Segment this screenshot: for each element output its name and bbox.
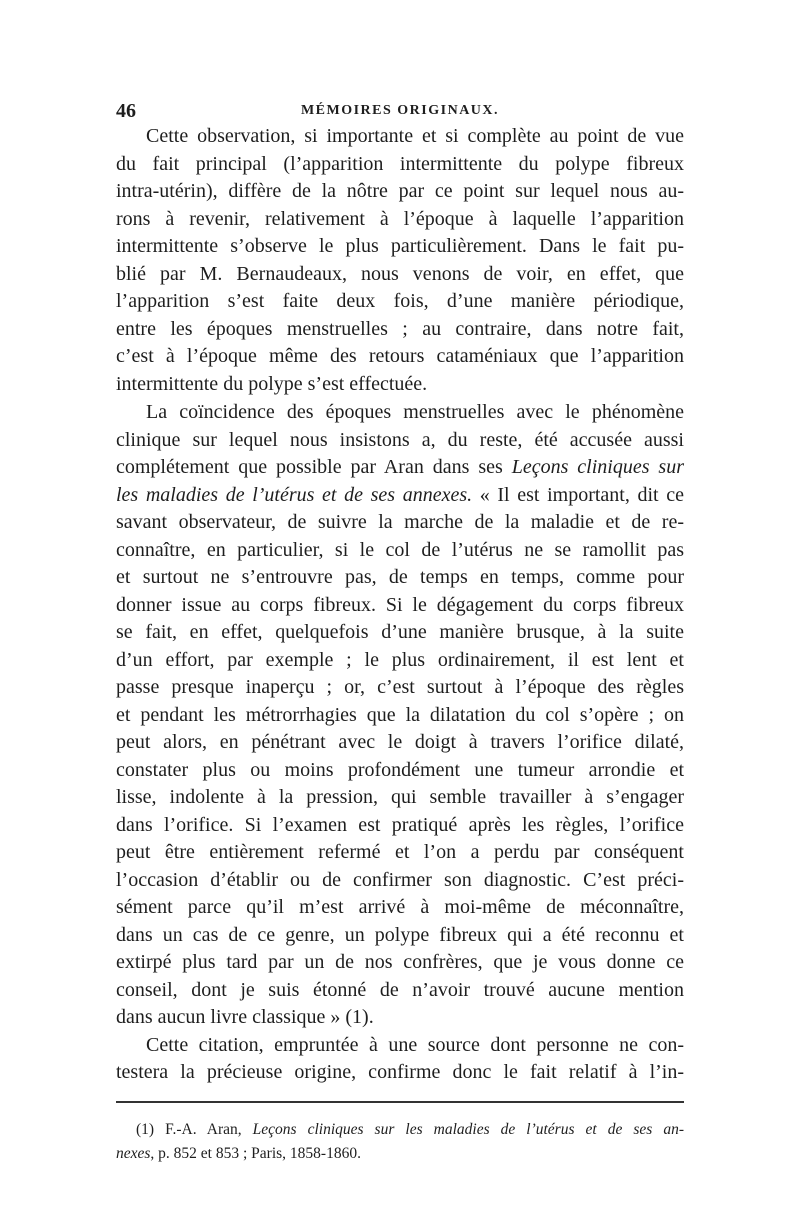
text-line: intermittente s’observe le plus particulièrement. Dans le fait pu-: [116, 235, 684, 257]
book-title-italic: les maladies de l’utérus et de ses annexes.: [116, 483, 473, 506]
text-line: conseil, dont je suis étonné de n’avoir trouvé aucune mention: [116, 978, 684, 1001]
text-line: connaître, en particulier, si le col de l’utérus ne se ramollit pas: [116, 538, 684, 561]
running-title: MÉMOIRES ORIGINAUX.: [300, 103, 500, 118]
book-title-italic: Leçons cliniques sur: [511, 456, 684, 478]
text-line: dans aucun livre classique » (1).: [116, 1006, 374, 1028]
text-line: [116, 454, 684, 482]
text-line: et surtout ne s’entrouvre pas, de temps en temps, comme pour: [116, 566, 684, 588]
footnote-title-italic: Leçons cliniques sur les maladies de l’utérus et de ses an-: [252, 1121, 685, 1138]
text-line: donner issue au corps fibreux. Si le dégagement du corps fibreux: [116, 593, 684, 616]
footnote-line: [116, 1118, 684, 1142]
text-line: intra-utérin), diffère de la nôtre par ce point sur lequel nous au-: [116, 180, 684, 202]
text-line: [116, 482, 684, 510]
text-line: intermittente du polype s’est effectuée.: [116, 372, 428, 395]
text-line: peut être entièrement refermé et l’on a perdu par conséquent: [116, 841, 684, 863]
text-line: sément parce qu’il m’est arrivé à moi-même de méconnaître,: [116, 896, 684, 918]
text-line: clinique sur lequel nous insistons a, du reste, été accusée aussi: [116, 428, 684, 451]
text-line: c’est à l’époque même des retours cataméniaux que l’apparition: [116, 345, 684, 367]
text-line: entre les époques menstruelles ; au contraire, dans notre fait,: [116, 317, 684, 340]
footnote-line: [116, 1142, 684, 1166]
text-line: passe presque inaperçu ; or, c’est surtout à l’époque des règles: [116, 676, 684, 698]
footnote-text: , p. 852 et 853 ; Paris, 1858-1860.: [150, 1145, 361, 1162]
text-line: d’un effort, par exemple ; le plus ordinairement, il est lent et: [116, 648, 684, 671]
text-line: peut alors, en pénétrant avec le doigt à travers l’orifice dilaté,: [116, 731, 684, 753]
text-line: dans l’orifice. Si l’examen est pratiqué après les règles, l’orifice: [116, 813, 684, 836]
text-span: complétement que possible par Aran dans ses: [116, 456, 512, 478]
text-line: constater plus ou moins profondément une tumeur arrondie et: [116, 758, 684, 781]
text-line: se fait, en effet, quelquefois d’une manière brusque, à la suite: [116, 621, 684, 643]
text-line: lisse, indolente à la pression, qui semble travailler à s’engager: [116, 786, 684, 808]
running-head: [116, 100, 684, 124]
text-span: « Il est important, dit ce: [472, 483, 684, 506]
text-line: La coïncidence des époques menstruelles avec le phénomène: [146, 401, 684, 423]
footnote-rule: [116, 1101, 684, 1103]
text-line: dans un cas de ce genre, un polype fibreux qui a été reconnu et: [116, 923, 684, 946]
text-line: blié par M. Bernaudeaux, nous venons de voir, en effet, que: [116, 262, 684, 285]
text-line: extirpé plus tard par un de nos confrères, que je vous donne ce: [116, 951, 684, 973]
text-line: testera la précieuse origine, confirme donc le fait relatif à l’in-: [116, 1061, 684, 1083]
footnote-title-italic: nexes: [116, 1145, 151, 1162]
footnote: [116, 1118, 684, 1166]
body-text: [116, 123, 684, 1087]
text-line: rons à revenir, relativement à l’époque à laquelle l’apparition: [116, 207, 684, 230]
page-number: 46: [116, 100, 136, 122]
text-line: l’occasion d’établir ou de confirmer son diagnostic. C’est préci-: [116, 868, 684, 891]
footnote-marker: (1) F.-A. Aran,: [136, 1121, 253, 1138]
text-line: savant observateur, de suivre la marche de la maladie et de re-: [116, 511, 684, 533]
text-line: Cette observation, si importante et si complète au point de vue: [146, 125, 684, 147]
text-line: et pendant les métrorrhagies que la dilatation du col s’opère ; on: [116, 703, 684, 726]
text-line: l’apparition s’est faite deux fois, d’une manière périodique,: [116, 290, 684, 312]
text-line: Cette citation, empruntée à une source dont personne ne con-: [146, 1033, 684, 1056]
text-line: du fait principal (l’apparition intermittente du polype fibreux: [116, 152, 684, 175]
